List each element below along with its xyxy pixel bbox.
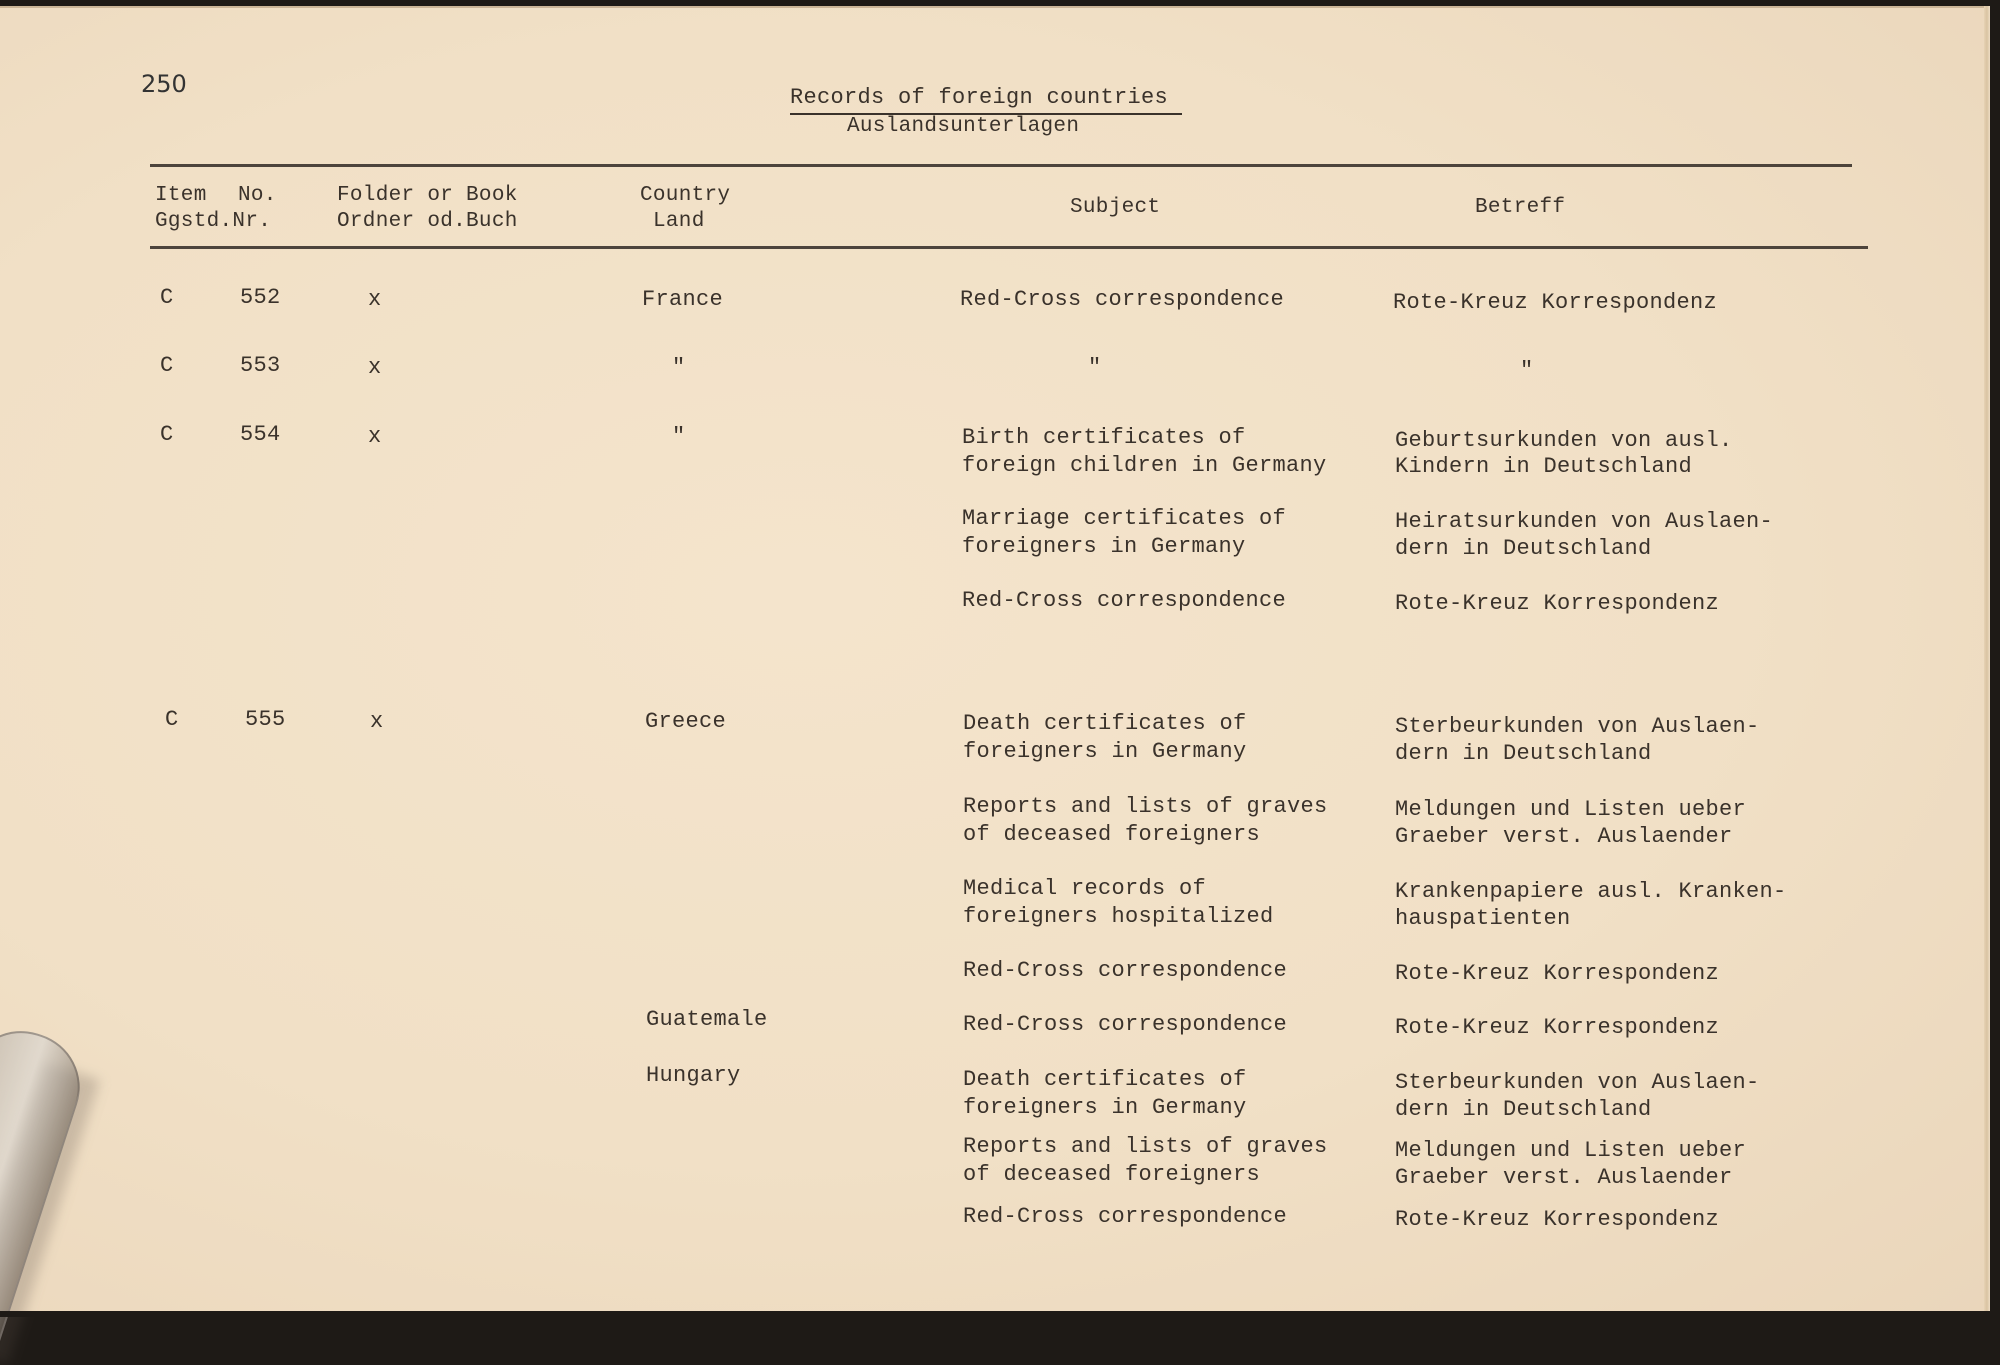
betreff-cell: Sterbeurkunden von Auslaen- <box>1395 714 1760 739</box>
country-cell: Greece <box>645 709 727 734</box>
number-cell: 554 <box>240 422 281 447</box>
item-cell: C <box>160 353 174 378</box>
betreff-cell: Krankenpapiere ausl. Kranken- <box>1395 879 1787 904</box>
subject-cell: Red-Cross correspondence <box>960 287 1285 312</box>
betreff-cell: Meldungen und Listen ueber <box>1395 797 1747 822</box>
betreff-cell: Rote-Kreuz Korrespondenz <box>1395 1207 1720 1232</box>
subject-cell: foreigners hospitalized <box>963 904 1274 929</box>
item-cell: C <box>160 285 174 310</box>
subject-cell: Red-Cross correspondence <box>962 588 1287 613</box>
header-betreff: Betreff <box>1475 196 1566 219</box>
betreff-cell: Meldungen und Listen ueber <box>1395 1138 1747 1163</box>
subject-cell: Death certificates of <box>963 711 1247 736</box>
subject-cell: Red-Cross correspondence <box>963 1204 1288 1229</box>
subject-cell: foreigners in Germany <box>963 739 1247 764</box>
subject-cell: Birth certificates of <box>962 425 1246 450</box>
header-folder: Folder or Book <box>337 184 518 207</box>
subject-cell: Death certificates of <box>963 1067 1247 1092</box>
item-cell: C <box>160 422 174 447</box>
folder-cell: x <box>370 709 384 734</box>
subject-cell: foreigners in Germany <box>962 534 1246 559</box>
header-country-de: Land <box>653 210 705 233</box>
header-item: Item <box>155 184 207 207</box>
betreff-cell: Graeber verst. Auslaender <box>1395 1165 1733 1190</box>
page-title: Records of foreign countries <box>790 85 1169 110</box>
betreff-cell: Rote-Kreuz Korrespondenz <box>1395 591 1720 616</box>
country-cell: Hungary <box>646 1063 741 1088</box>
betreff-cell: Kindern in Deutschland <box>1395 454 1693 479</box>
item-cell: C <box>165 707 179 732</box>
betreff-cell: dern in Deutschland <box>1395 536 1652 561</box>
header-country: Country <box>640 184 731 207</box>
number-cell: 552 <box>240 285 281 310</box>
header-no: No. <box>238 184 277 207</box>
betreff-cell: Rote-Kreuz Korrespondenz <box>1395 961 1720 986</box>
folder-cell: x <box>368 424 382 449</box>
scan-border <box>0 1311 2000 1317</box>
number-cell: 553 <box>240 353 281 378</box>
betreff-cell: Heiratsurkunden von Auslaen- <box>1395 509 1774 534</box>
header-bottom-rule <box>150 246 1868 249</box>
subject-cell: of deceased foreigners <box>963 1162 1261 1187</box>
betreff-cell: hauspatienten <box>1395 906 1571 931</box>
number-cell: 555 <box>245 707 286 732</box>
betreff-cell: Rote-Kreuz Korrespondenz <box>1395 1015 1720 1040</box>
betreff-cell: Sterbeurkunden von Auslaen- <box>1395 1070 1760 1095</box>
betreff-cell: " <box>1520 358 1534 383</box>
subject-cell: of deceased foreigners <box>963 822 1261 847</box>
folder-cell: x <box>368 355 382 380</box>
page-subtitle: Auslandsunterlagen <box>847 115 1080 138</box>
subject-cell: foreign children in Germany <box>962 453 1327 478</box>
folder-cell: x <box>368 287 382 312</box>
country-cell: Guatemale <box>646 1007 768 1032</box>
header-subject: Subject <box>1070 196 1161 219</box>
page-number: 250 <box>141 70 187 98</box>
country-cell: France <box>642 287 724 312</box>
country-cell: " <box>672 424 686 449</box>
subject-cell: " <box>1088 355 1102 380</box>
header-item-no-de: Ggstd.Nr. <box>155 210 272 233</box>
subject-cell: Red-Cross correspondence <box>963 1012 1288 1037</box>
subject-cell: Reports and lists of graves <box>963 1134 1328 1159</box>
subject-cell: Red-Cross correspondence <box>963 958 1288 983</box>
page-edge <box>1984 6 1990 1312</box>
subject-cell: Reports and lists of graves <box>963 794 1328 819</box>
country-cell: " <box>672 355 686 380</box>
subject-cell: Marriage certificates of <box>962 506 1287 531</box>
betreff-cell: dern in Deutschland <box>1395 741 1652 766</box>
betreff-cell: Rote-Kreuz Korrespondenz <box>1393 290 1718 315</box>
betreff-cell: Geburtsurkunden von ausl. <box>1395 428 1733 453</box>
subject-cell: foreigners in Germany <box>963 1095 1247 1120</box>
betreff-cell: Graeber verst. Auslaender <box>1395 824 1733 849</box>
betreff-cell: dern in Deutschland <box>1395 1097 1652 1122</box>
header-folder-de: Ordner od.Buch <box>337 210 518 233</box>
subject-cell: Medical records of <box>963 876 1207 901</box>
header-top-rule <box>150 164 1852 167</box>
